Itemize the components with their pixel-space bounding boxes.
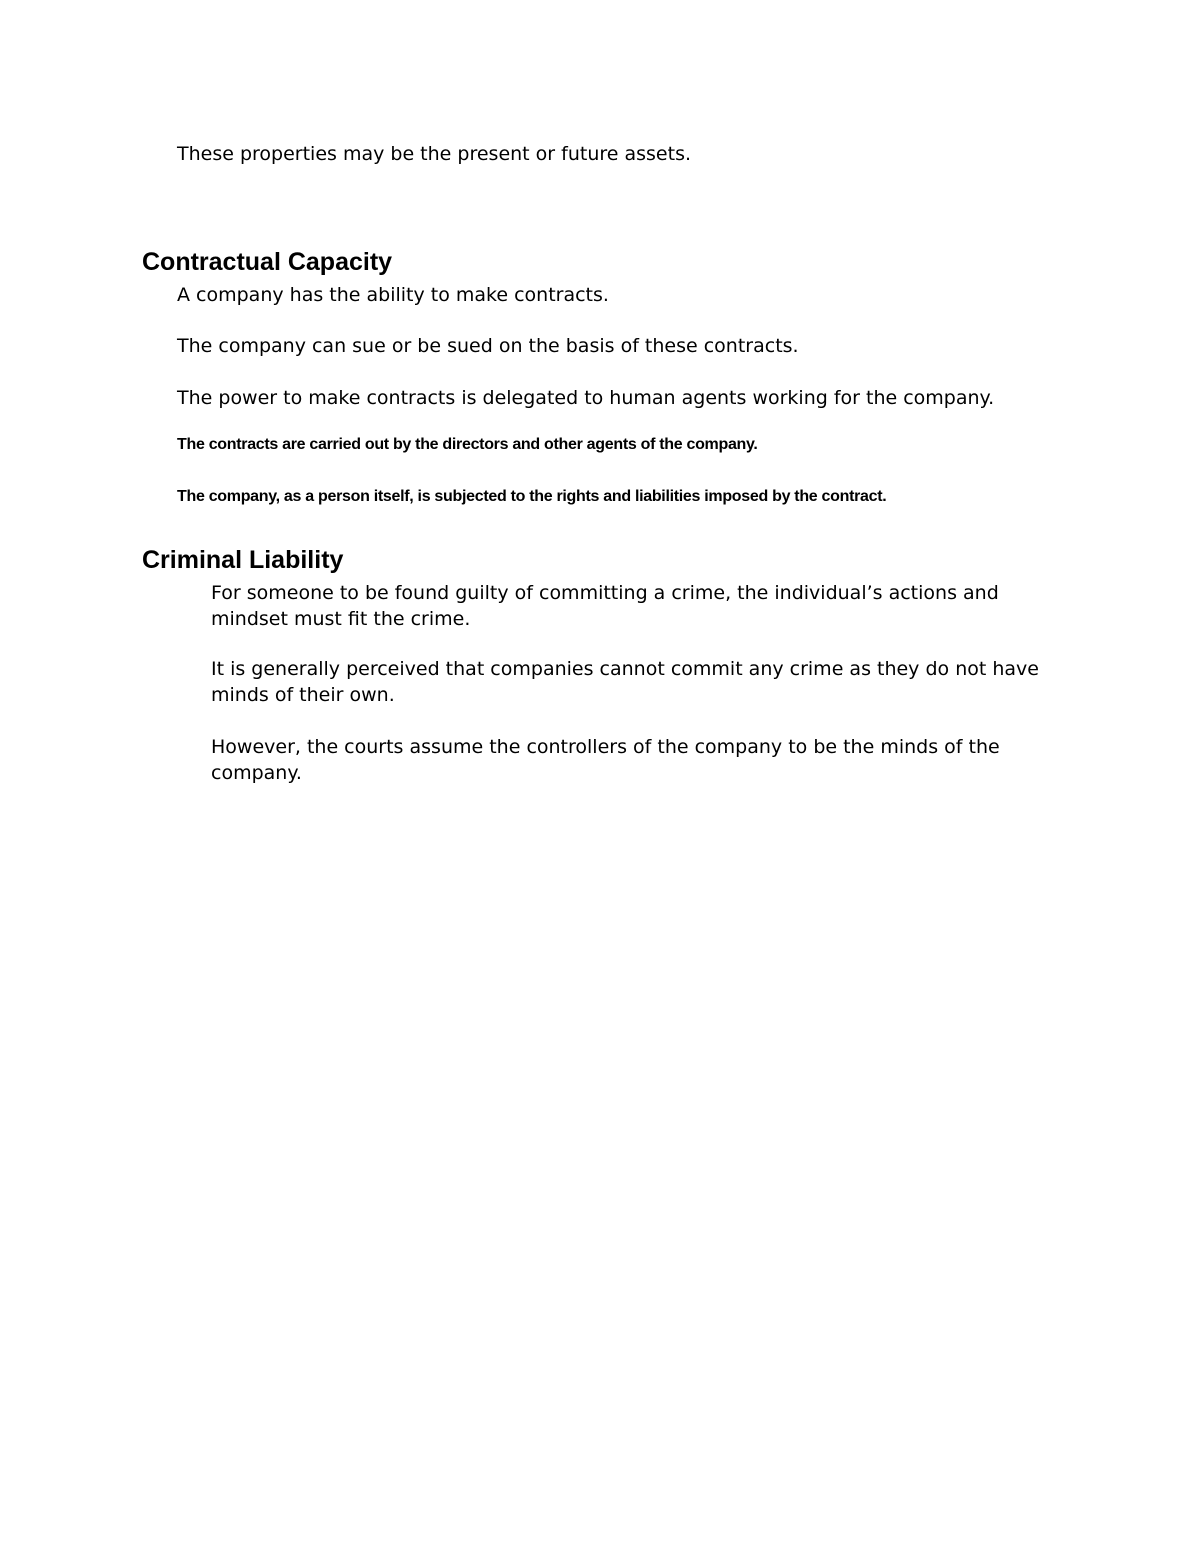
contractual-bold-paragraph: The company, as a person itself, is subjected to the rights and liabilities imposed by the contract.	[177, 488, 887, 505]
contractual-paragraph: The company can sue or be sued on the basis of these contracts.	[177, 335, 799, 357]
contractual-bold-paragraph: The contracts are carried out by the directors and other agents of the company.	[177, 436, 758, 453]
criminal-paragraph: However, the courts assume the controllers of the company to be the minds of the company.	[211, 736, 1000, 784]
contractual-paragraph: The power to make contracts is delegated to human agents working for the company.	[177, 387, 995, 409]
section-heading-criminal-liability: Criminal Liability	[142, 546, 344, 574]
section-heading-contractual-capacity: Contractual Capacity	[142, 248, 393, 276]
criminal-paragraph: For someone to be found guilty of committing a crime, the individual’s actions and mindset must fit the crime.	[211, 582, 999, 630]
contractual-paragraph: A company has the ability to make contracts.	[177, 284, 609, 306]
criminal-paragraph: It is generally perceived that companies cannot commit any crime as they do not have minds of their own.	[211, 658, 1039, 706]
intro-paragraph: These properties may be the present or future assets.	[177, 143, 692, 165]
